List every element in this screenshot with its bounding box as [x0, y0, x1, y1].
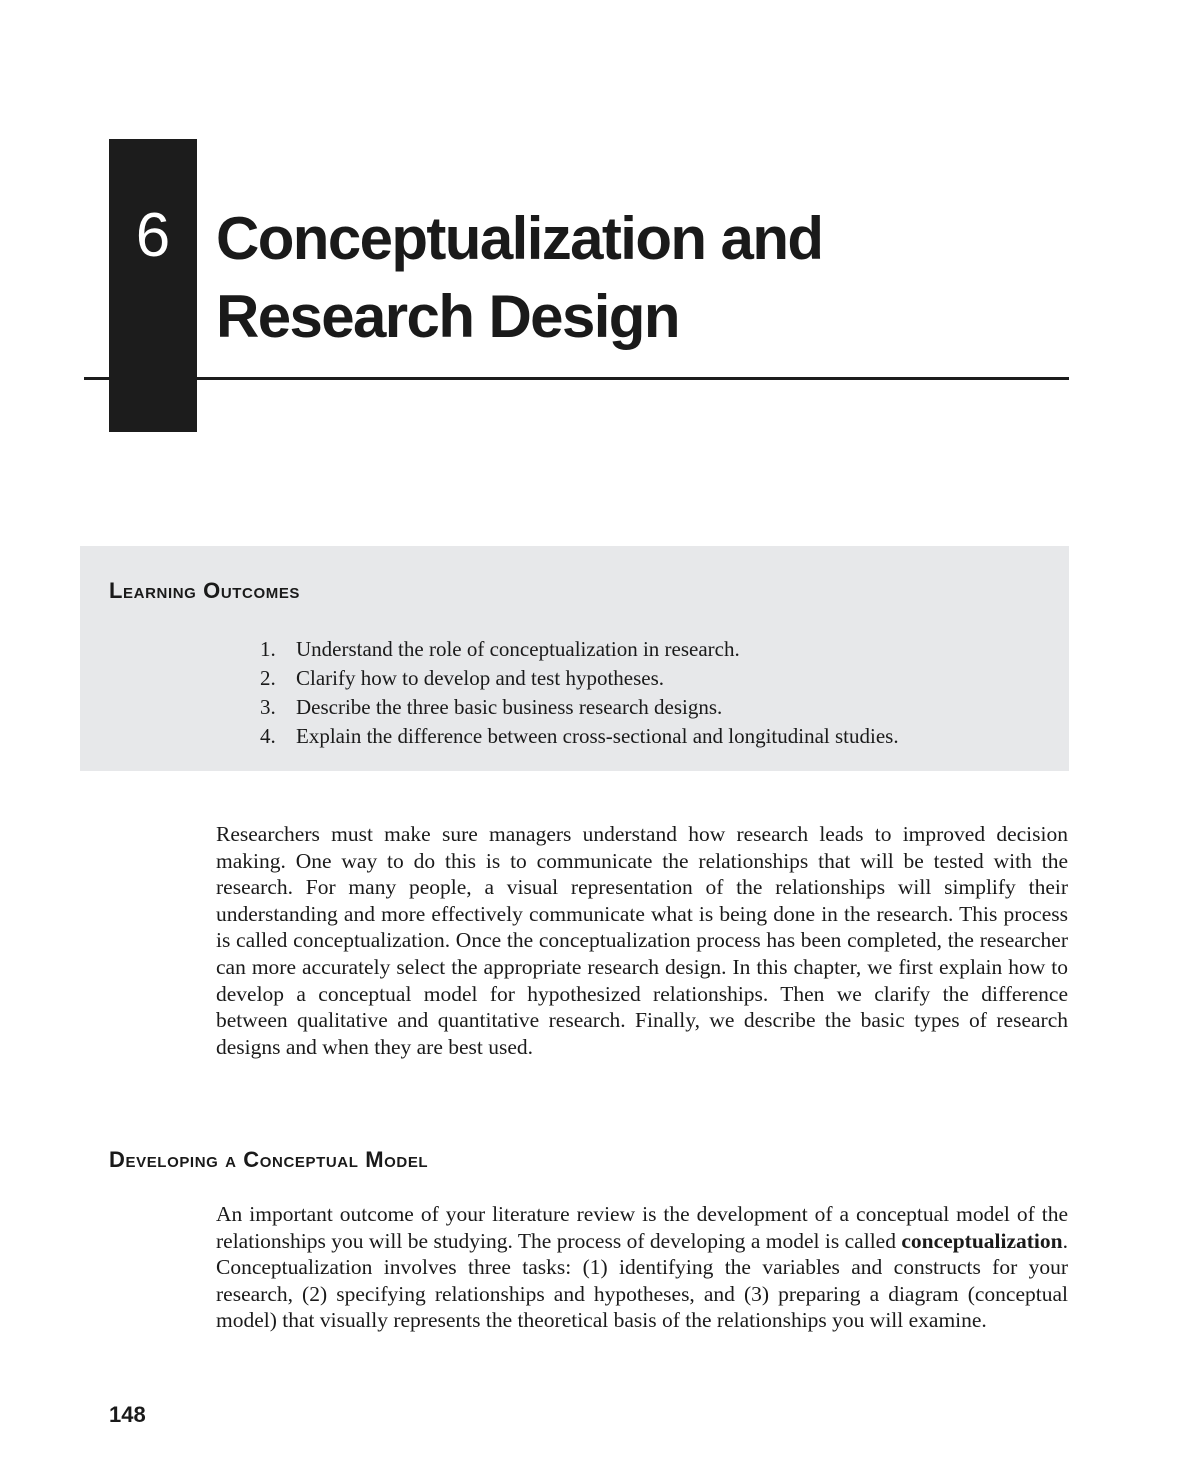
list-item: [260, 693, 899, 722]
title-divider: [84, 377, 1069, 380]
list-item-text: Describe the three basic business research designs.: [296, 695, 723, 719]
section-paragraph-text: An important outcome of your literature review is the development of a conceptual model of the relationships you will be studying. The process of developing a model is called: [216, 1202, 1068, 1253]
list-item: [260, 722, 899, 751]
chapter-number-block: [109, 139, 197, 432]
list-item: [260, 635, 899, 664]
section-paragraph: [216, 1201, 1068, 1334]
learning-outcomes-list: [260, 635, 899, 751]
list-item-number: 2.: [260, 666, 276, 690]
intro-paragraph: Researchers must make sure managers understand how research leads to improved decision making. One way to do this is to communicate the relationships that will be tested with the research. For many people, a visual representation of the relationships will simplify their understanding and more effectively communicate what is being done in the research. This process is called conceptualization. Once the conceptualization process has been completed, the researcher can more accurately select the appropriate research design. In this chapter, we first explain how to develop a conceptual model for hypothesized relationships. Then we clarify the difference between qualitative and quantitative research. Finally, we describe the basic types of research designs and when they are best used.: [216, 822, 1068, 1059]
page-number: 148: [109, 1402, 146, 1427]
list-item-text: Understand the role of conceptualization in research.: [296, 637, 740, 661]
learning-outcomes-heading: Learning Outcomes: [109, 578, 301, 603]
section-paragraph-text-continued: . Conceptualization involves three tasks: (1) identifying the variables and constructs for your research, (2) specifying relationships and hypotheses, and (3) preparing a diagram (conceptual model) that visually represents the theoretical basis of the relationships you will examine.: [216, 1228, 1068, 1333]
chapter-number: 6: [135, 201, 171, 270]
chapter-title-line-1: Conceptualization and: [216, 205, 823, 272]
chapter-title-line-2: Research Design: [216, 283, 679, 350]
list-item-number: 4.: [260, 724, 276, 748]
chapter-title: [216, 200, 822, 356]
list-item-number: 1.: [260, 637, 276, 661]
section-heading: Developing a Conceptual Model: [109, 1147, 429, 1172]
list-item-text: Clarify how to develop and test hypotheses.: [296, 666, 665, 690]
list-item: [260, 664, 899, 693]
key-term: conceptualization: [901, 1228, 1063, 1253]
list-item-number: 3.: [260, 695, 276, 719]
list-item-text: Explain the difference between cross-sectional and longitudinal studies.: [296, 724, 899, 748]
